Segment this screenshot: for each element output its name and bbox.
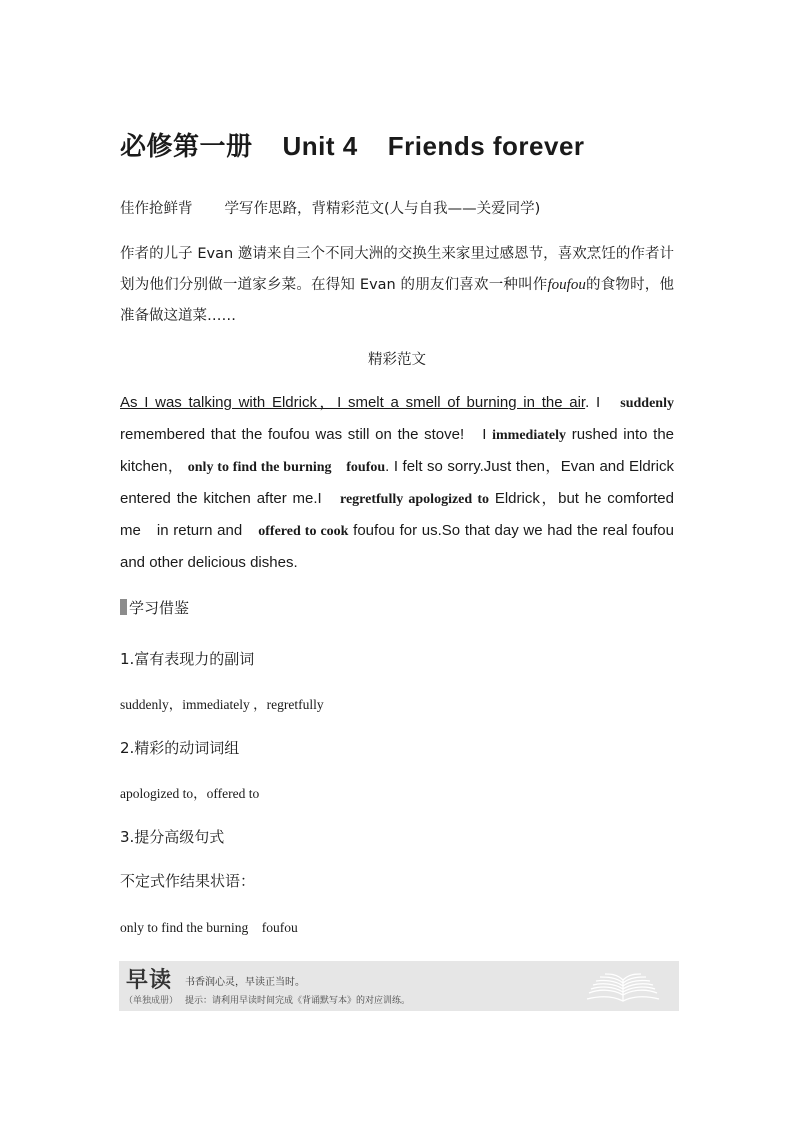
morning-reading-banner [119,961,679,1011]
learning-section-heading [120,597,189,618]
essay-text: remembered that the foufou was still on the stove! I [120,426,487,443]
banner-slogan: 书香润心灵，早读正当时。 [185,977,305,988]
title-theme: Friends forever [387,131,585,161]
subtitle-right: 学写作思路，背精彩范文(人与自我——关爱同学) [224,201,541,217]
banner-separate-note: （单独成册） [124,996,179,1006]
learning-heading-text: 学习借鉴 [129,599,190,617]
intro-text-2: 的食物时，他准备做这道菜…… [120,277,674,324]
model-essay-heading: 精彩范文 [368,352,426,368]
heading-marker-bar [120,599,127,615]
title-book: 必修第一册 [120,132,253,162]
intro-text-1: 作者的儿子 Evan 邀请来自三个不同大洲的交换生来家里过感恩节，喜欢烹饪的作者计划为他们分别做一道家乡菜。在得知 Evan 的朋友们喜欢一种叫作 [120,246,674,293]
learning-item-1-example: suddenly，immediately ，regretfully [120,697,324,712]
learning-item-1-heading: 1.富有表现力的副词 [120,650,255,668]
learning-item-2-example: apologized to，offered to [120,786,260,801]
essay-text: Eldrick，but he comforted me in return and [120,490,674,539]
essay-bold-phrase: regretfully apologized to [340,492,489,507]
essay-underlined-sentence: As I was talking with Eldrick，I smelt a smell of burning in the air [120,394,586,411]
model-essay [120,387,674,578]
learning-item-3-example: only to find the burning foufou [120,920,298,935]
essay-text: rushed into the kitchen， [120,426,675,475]
intro-paragraph [120,239,674,332]
essay-bold-phrase: suddenly [620,396,674,411]
open-book-icon [583,965,663,1007]
learning-item-3-subheading: 不定式作结果状语： [120,872,256,890]
subtitle-left: 佳作抢鲜背 [120,201,193,217]
essay-bold-phrase: immediately [492,428,566,443]
banner-hint: 提示：请利用早读时间完成《背诵默写本》的对应训练。 [185,996,411,1006]
essay-bold-phrase: only to find the burning foufou [187,460,386,475]
essay-text: . I felt so sorry.Just then，Evan and Eldrick entered the kitchen after me.I [120,458,674,507]
banner-title: 早读 [126,967,173,992]
intro-italic-word: foufou [547,277,586,293]
page-title [120,126,585,163]
learning-item-2-heading: 2.精彩的动词词组 [120,739,240,757]
section-subtitle [120,197,540,218]
title-unit: Unit 4 [282,131,358,161]
essay-text: foufou for us.So that day we had the real foufou and other delicious dishes. [120,522,674,571]
learning-item-3-heading: 3.提分高级句式 [120,828,225,846]
essay-bold-phrase: offered to cook [258,524,349,539]
essay-text: . I [585,394,601,411]
